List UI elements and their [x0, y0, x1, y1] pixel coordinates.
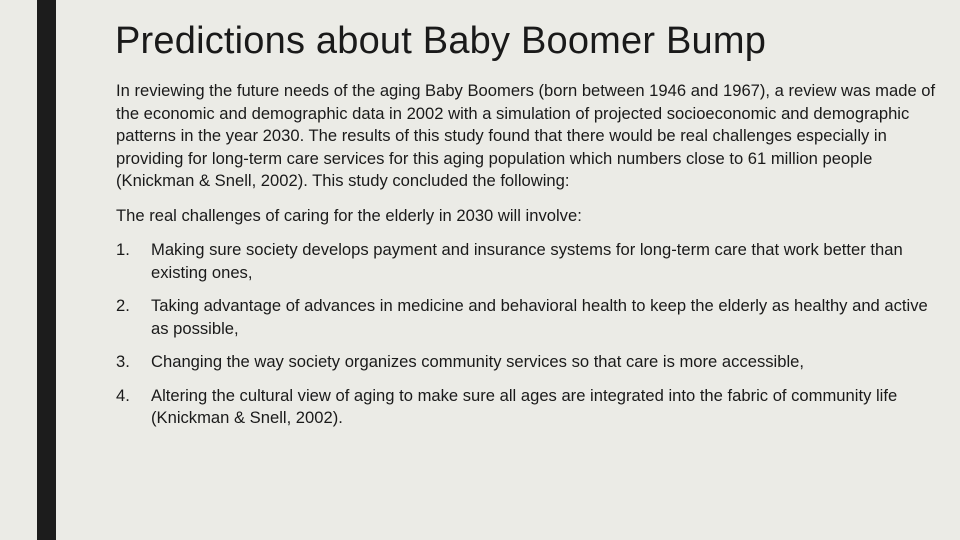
list-item-text: Changing the way society organizes community services so that care is more accessible,: [151, 352, 804, 371]
slide-content: [116, 80, 936, 441]
list-item: [116, 239, 936, 284]
list-item-number: 2.: [116, 296, 130, 315]
intro-paragraph: In reviewing the future needs of the aging Baby Boomers (born between 1946 and 1967), a review was made of the economic and demographic data in 2002 with a simulation of projected socioeconomic and demographic patterns in the year 2030. The results of this study found that there would be real challenges especially in providing for long-term care services for this aging population which numbers close to 61 million people (Knickman & Snell, 2002). This study concluded the following:: [116, 81, 936, 190]
list-item: [116, 295, 936, 340]
list-item-number: 3.: [116, 352, 130, 371]
list-item-text: Altering the cultural view of aging to make sure all ages are integrated into the fabric of community life (Knickman & Snell, 2002).: [151, 385, 898, 427]
numbered-list: [116, 239, 936, 430]
accent-bar: [37, 0, 56, 540]
list-item: [116, 351, 936, 374]
list-item-number: 4.: [116, 385, 130, 405]
list-item-text: Taking advantage of advances in medicine and behavioral health to keep the elderly as healthy and active as possible,: [151, 296, 928, 338]
list-item-number: 1.: [116, 240, 130, 259]
list-item: [116, 385, 936, 430]
list-item-text: Making sure society develops payment and insurance systems for long-term care that work better than existing ones,: [151, 240, 903, 282]
slide-title: Predictions about Baby Boomer Bump: [115, 20, 767, 62]
lead-paragraph: The real challenges of caring for the elderly in 2030 will involve:: [116, 205, 582, 225]
